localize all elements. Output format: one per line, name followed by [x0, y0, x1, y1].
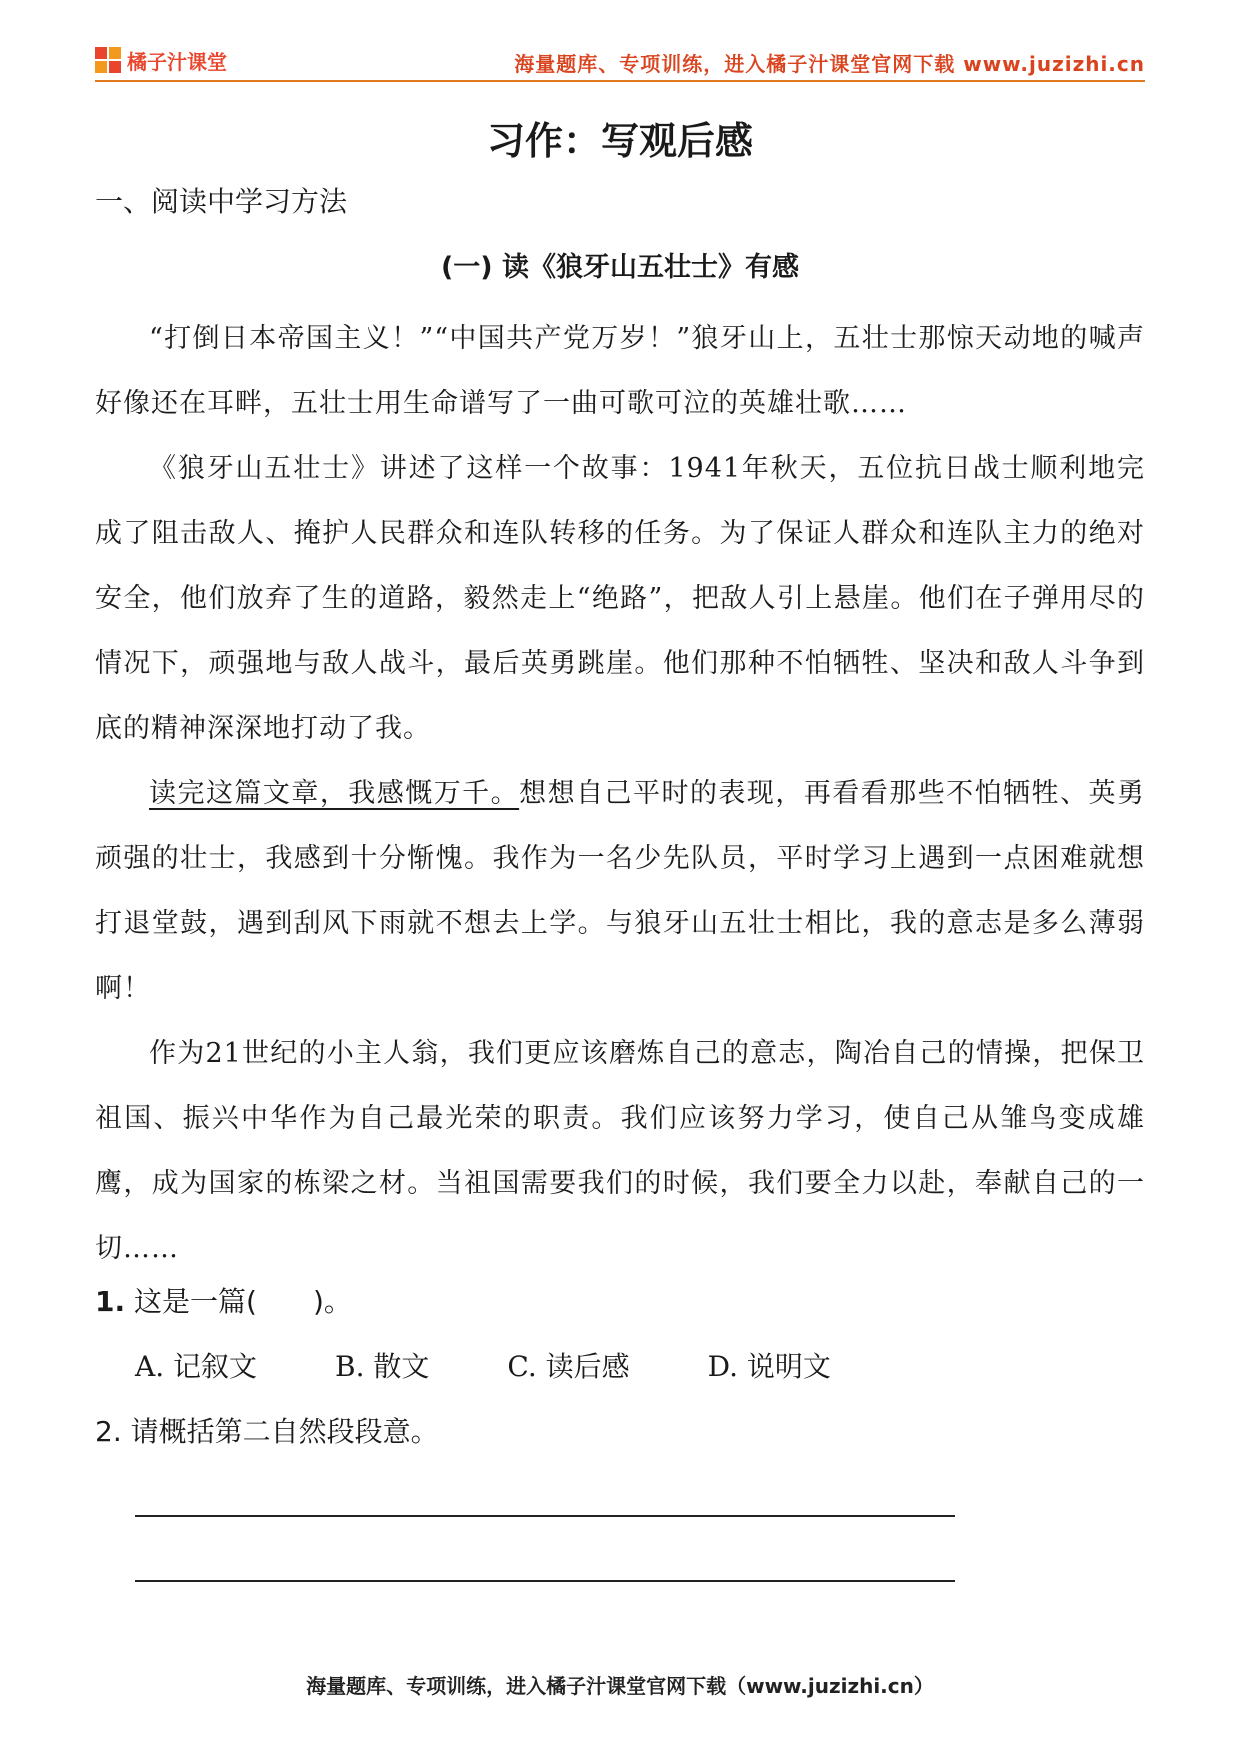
- option-b[interactable]: B. 散文: [335, 1350, 430, 1383]
- passage-body: [95, 306, 1145, 1281]
- option-c[interactable]: C. 读后感: [507, 1350, 630, 1383]
- paragraph-1: “打倒日本帝国主义！”“中国共产党万岁！”狼牙山上，五壮士那惊天动地的喊声好像还在耳畔，五壮士用生命谱写了一曲可歌可泣的英雄壮歌……: [95, 323, 1145, 419]
- question-1-number: 1.: [95, 1285, 126, 1318]
- page-header: [95, 40, 1145, 82]
- header-slogan: 海量题库、专项训练，进入橘子汁课堂官网下载 www.juzizhi.cn: [514, 52, 1145, 76]
- brand-logo: [95, 46, 227, 75]
- brand-name: 橘子汁课堂: [127, 50, 227, 74]
- option-a[interactable]: A. 记叙文: [135, 1350, 258, 1383]
- paragraph-3-rest: 想想自己平时的表现，再看看那些不怕牺牲、英勇顽强的壮士，我感到十分惭愧。我作为一名少先队员，平时学习上遇到一点困难就想打退堂鼓，遇到刮风下雨就不想去上学。与狼牙山五壮士相比，我的意志是多么薄弱啊！: [95, 778, 1146, 1004]
- question-1: [95, 1280, 352, 1320]
- page-title: 习作：写观后感: [486, 119, 753, 163]
- section-heading: 一、阅读中学习方法: [95, 185, 348, 218]
- logo-icon: [95, 47, 123, 75]
- question-1-text: 这是一篇( )。: [134, 1285, 352, 1318]
- passage-title: (一) 读《狼牙山五壮士》有感: [440, 252, 800, 283]
- answer-line[interactable]: [135, 1580, 955, 1582]
- question-2: 2. 请概括第二自然段段意。: [95, 1415, 439, 1448]
- paragraph-2: 《狼牙山五壮士》讲述了这样一个故事：1941年秋天，五位抗日战士顺利地完成了阻击敌人、掩护人民群众和连队转移的任务。为了保证人群众和连队主力的绝对安全，他们放弃了生的道路，毅然走上“绝路”，把敌人引上悬崖。他们在子弹用尽的情况下，顽强地与敌人战斗，最后英勇跳崖。他们那种不怕牺牲、坚决和敌人斗争到底的精神深深地打动了我。: [95, 453, 1145, 744]
- underlined-sentence: 读完这篇文章，我感慨万千。: [149, 778, 520, 809]
- paragraph-3: [95, 761, 1145, 1021]
- answer-line[interactable]: [135, 1515, 955, 1517]
- question-1-options: [135, 1345, 909, 1385]
- option-d[interactable]: D. 说明文: [707, 1350, 831, 1383]
- paragraph-4: 作为21世纪的小主人翁，我们更应该磨炼自己的意志，陶冶自己的情操，把保卫祖国、振兴中华作为自己最光荣的职责。我们应该努力学习，使自己从雏鸟变成雄鹰，成为国家的栋梁之材。当祖国需要我们的时候，我们要全力以赴，奉献自己的一切……: [95, 1038, 1145, 1264]
- page-footer: 海量题库、专项训练，进入橘子汁课堂官网下载（www.juzizhi.cn）: [306, 1674, 934, 1698]
